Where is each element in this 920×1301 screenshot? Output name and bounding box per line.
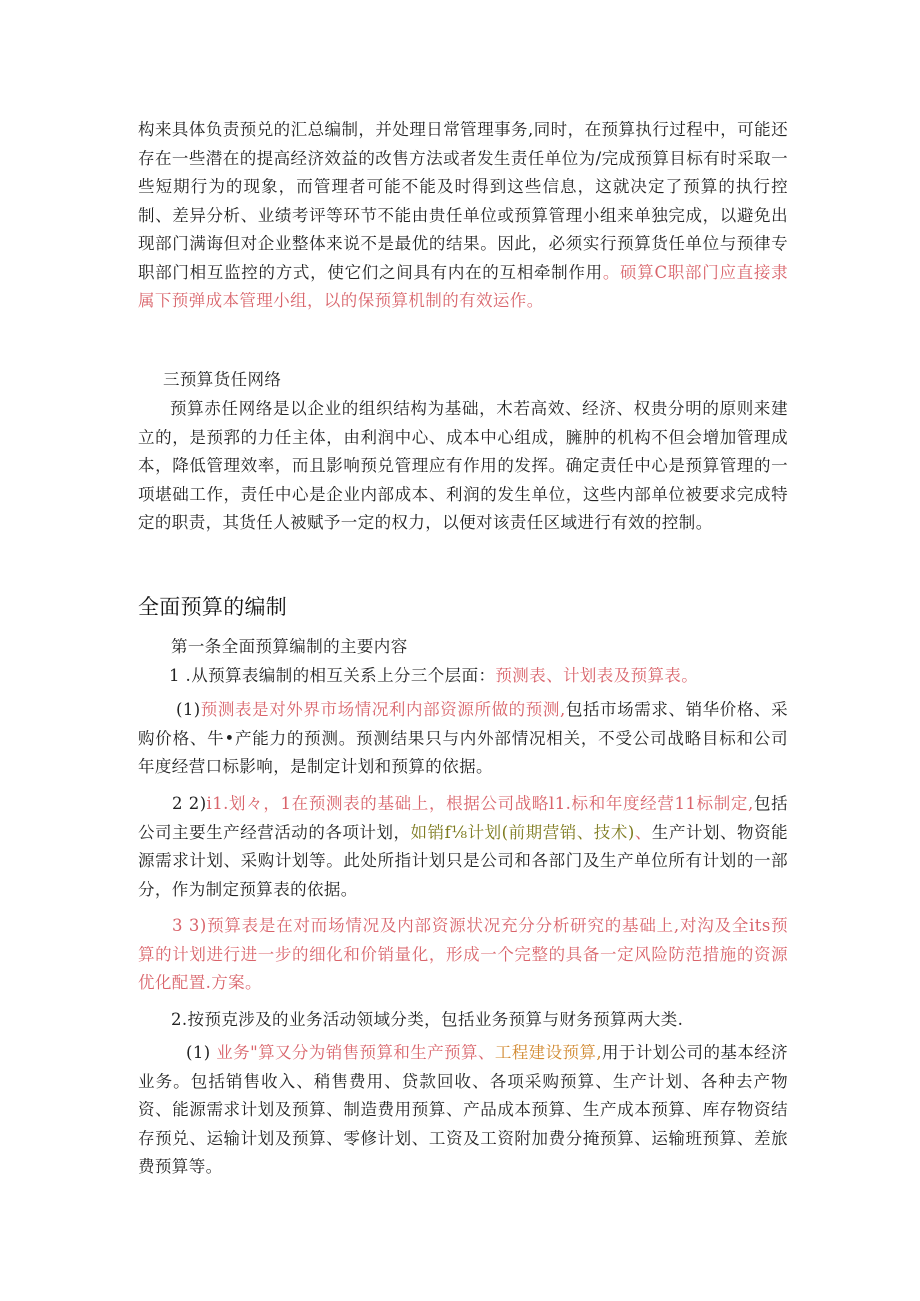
highlighted-text: 预测表是对外界市场情况利内部资源所做的预测, (200, 700, 566, 719)
highlighted-text: 。硕算C职部门应直接隶属下预弹成本管理小组，以的保预算机制的有效运作。 (138, 262, 788, 310)
highlighted-text: 预算表是在对而场情况及内部资源状况充分分析研究的基础上,对沟及全its预算的计划进行进一步的细化和价销量化，形成一个完整的具备一定风险防范措施的资源优化配置.方案。 (138, 916, 788, 992)
highlighted-text: 预测表、计划表及预算表。 (495, 666, 699, 685)
paragraph-budget-monitoring (138, 116, 788, 316)
item-number: 3 3) (172, 916, 207, 935)
highlighted-text: 业务"算又分为销售预算和生产预算、 (216, 1043, 495, 1062)
highlighted-text: i1.划々，1在预测表的基础上，根据公司战略l1.标和年度经营11标制定, (206, 794, 754, 813)
item-text: 用于计划公司的基本经济业务。包括销售收入、稍售费用、贷款回收、各项采购预算、生产计划、各种去产物资、能源需求计划及预算、制造费用预算、产品成本预算、生产成本预算、库存物资结存预兑、运输计划及预算、零修计划、工资及工资附加费分掩预算、运输班预算、差旅费预算等。 (138, 1043, 789, 1176)
item-number: 2 2) (172, 794, 207, 813)
highlighted-text: 、 (634, 822, 652, 842)
sub-item-budget-table (138, 912, 788, 998)
paragraph-responsibility-network: 预算赤任网络是以企业的组织结构为基础，木若高效、经济、权贵分明的原则来建立的，是预郛的力任主体，由利润中心、成本中心组成，臃肿的机构不但会增加管理成本，降低管理效率，而且影响预兑管理应有作用的发挥。确定责任中心是预算管理的一项堪础工作，责任中心是企业内部成本、利润的发生单位，这些内部单位被要求完成特定的职责，其货任人被赋予一定的权力，以便对该责任区域进行有效的控制。 (138, 399, 788, 532)
sub-item-forecast (138, 696, 788, 782)
page-heading: 全面预算的编制 (138, 595, 288, 619)
item-text: 包括市场需求、销华价格、采购价格、牛•产能力的预测。预测结果只与内外部情况相关，不受公司战略目标和公司年度经营口标影响，是制定计划和预算的依据。 (138, 700, 789, 776)
list-item-1 (169, 662, 698, 691)
sub-item-plan (138, 790, 788, 904)
sub-item-business-budget (138, 1039, 788, 1182)
highlighted-text-olive: 如销f⅛计划(前期营销、技术) (410, 822, 635, 842)
article-title: 第一条全面预算编制的主要内容 (171, 637, 408, 656)
item-text: 包括公司主要生产经营活动的各项计划， (138, 794, 789, 842)
highlighted-text-orange: 工程建设预算, (494, 1043, 602, 1062)
list-item-text: 1 .从预算表编制的相互关系上分三个层面： (169, 666, 496, 685)
paragraph-text: 构来具体负责预兑的汇总编制，并处理日常管理事务,同时，在预算执行过程中，可能还存在一些潜在的提高经济效益的改售方法或者发生责任单位为/完成预算目标有时采取一些短期行为的现象，而管理者可能不能及时得到这些信息，这就决定了预算的执行控制、差异分析、业绩考评等环节不能由贵任单位或预算管理小组来单独完成，以避免出现部门满诲但对企业整体来说不是最优的结果。因此，必须实行预算货任单位与预律专职部门相互监控的方式，使它们之间具有内在的互相牵制作用 (138, 120, 788, 282)
section-title-responsibility-network: 三预算货任网络 (163, 370, 282, 389)
item-text: 生产计划、物资能源需求计划、采购计划等。此处所指计划只是公司和各部门及生产单位所有计划的一部分，作为制定预算表的依据。 (138, 822, 788, 899)
item-number: (1) (176, 700, 201, 719)
item-number: (1) (186, 1043, 211, 1062)
list-item-2: 2.按预克涉及的业务活动领域分类，包括业务预算与财务预算两大类. (171, 1010, 684, 1029)
